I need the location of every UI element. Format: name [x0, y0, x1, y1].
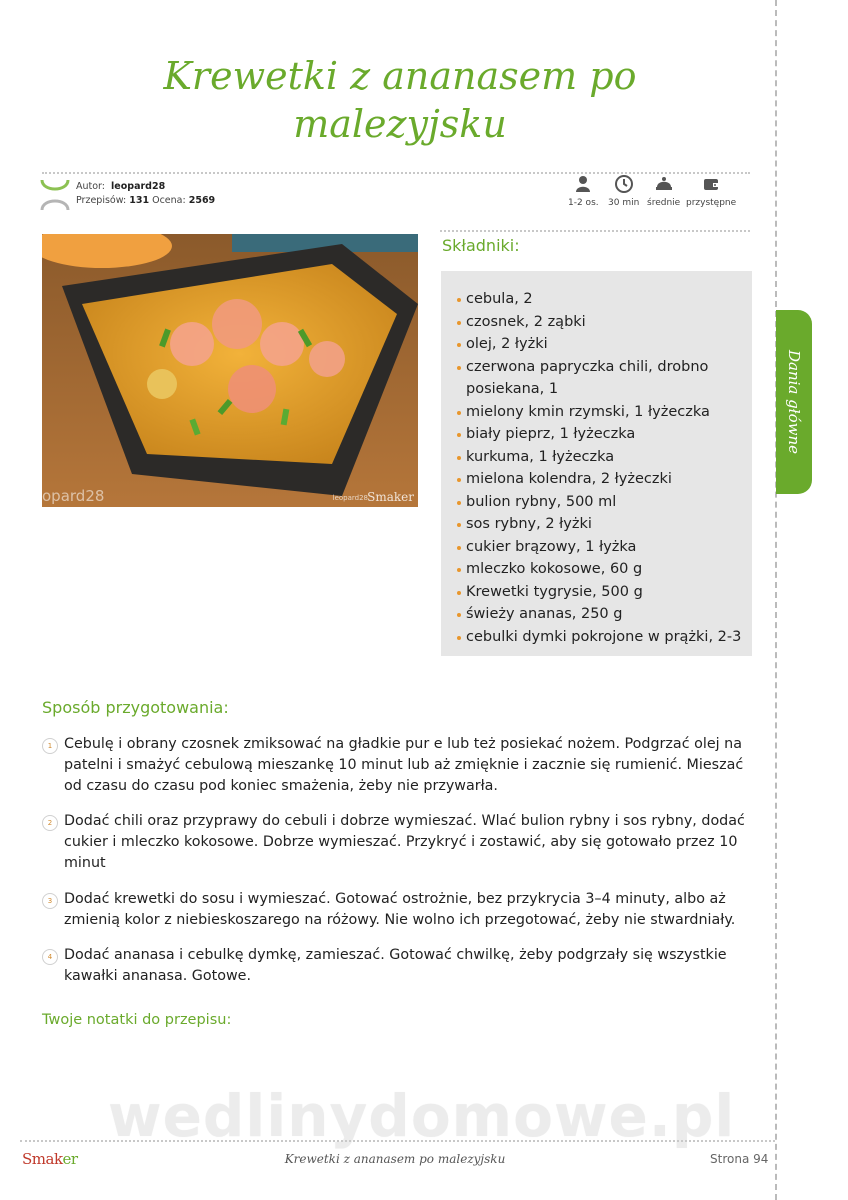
meta-cost [686, 174, 736, 208]
ingredient-item: olej, 2 łyżki [457, 333, 744, 356]
ingredients-box [441, 271, 752, 656]
footer-brand-logo [22, 1150, 78, 1168]
ingredients-heading: Składniki: [442, 236, 520, 255]
author-info [76, 180, 215, 208]
clock-icon [614, 174, 634, 194]
ingredient-item: mleczko kokosowe, 60 g [457, 558, 744, 581]
ingredient-item: bulion rybny, 500 ml [457, 491, 744, 514]
ingredient-item: świeży ananas, 250 g [457, 603, 744, 626]
ingredient-item: mielony kmin rzymski, 1 łyżeczka [457, 401, 744, 424]
meta-time [608, 174, 639, 208]
ingredient-item: cebula, 2 [457, 288, 744, 311]
step-text: Cebulę i obrany czosnek zmiksować na gładkie pur e lub też posiekać nożem. Podgrzać olej na patelni i smażyć cebulową mieszankę 10 minut lub aż zmięknie i zacznie się rumienić. Mieszać od czasu do czasu pod koniec smażenia, żeby nie przywarła. [64, 736, 744, 794]
footer-recipe-title: Krewetki z ananasem po malezyjsku [284, 1152, 506, 1166]
step-text: Dodać krewetki do sosu i wymieszać. Gotować ostrożnie, bez przykrycia 3–4 minuty, albo aż zmienią kolor z niebieskoszarego na różowy. Nie wolno ich przegotować, żeby nie stwardniały. [64, 891, 736, 928]
divider [440, 230, 750, 232]
ingredient-item: Krewetki tygrysie, 500 g [457, 581, 744, 604]
rating-value: 2569 [188, 195, 216, 206]
category-tab-label: Dania główne [785, 349, 803, 455]
author-name[interactable]: leopard28 [111, 181, 166, 192]
step-number: 2 [42, 815, 58, 831]
ingredient-item: sos rybny, 2 łyżki [457, 513, 744, 536]
author-logo-icon [40, 178, 70, 212]
method-heading: Sposób przygotowania: [42, 698, 229, 717]
meta-label: średnie [647, 198, 681, 208]
photo-watermark: opard28 [42, 487, 105, 505]
site-watermark: wedlinydomowe.pl [108, 1082, 736, 1150]
page-number: Strona 94 [710, 1152, 769, 1166]
meta-label: przystępne [686, 198, 737, 208]
dish-image [42, 234, 418, 507]
rating-label: Ocena: [152, 195, 186, 206]
ingredient-item: mielona kolendra, 2 łyżeczki [457, 468, 744, 491]
step-number: 3 [42, 893, 58, 909]
ingredient-item: cebulki dymki pokrojone w prążki, 2-3 [457, 626, 744, 649]
step-text: Dodać chili oraz przyprawy do cebuli i dobrze wymieszać. Wlać bulion rybny i sos rybny, dodać cukier i mleczko kokosowe. Dobrze wymieszać. Przykryć i zostawić, aby się gotowało przez 10 minut [64, 813, 745, 871]
ingredient-item: czosnek, 2 ząbki [457, 311, 744, 334]
ingredient-item: cukier brązowy, 1 łyżka [457, 536, 744, 559]
author-label: Autor: [76, 181, 105, 192]
wallet-icon [701, 174, 721, 194]
step-text: Dodać ananasa i cebulkę dymkę, zamieszać. Gotować chwilkę, żeby podgrzały się wszystkie kawałki ananasa. Gotowe. [64, 947, 727, 984]
ingredients-list [441, 271, 752, 648]
meta-label: 30 min [608, 198, 640, 208]
chef-hat-icon [654, 174, 674, 194]
ingredient-item: biały pieprz, 1 łyżeczka [457, 423, 744, 446]
ingredient-item: czerwona papryczka chili, drobno posiekana, 1 [457, 356, 744, 401]
recipes-label: Przepisów: [76, 195, 127, 206]
recipe-photo [42, 234, 418, 507]
divider [20, 1140, 775, 1142]
brand-prefix: Smak [22, 1150, 63, 1168]
brand-suffix: er [62, 1150, 78, 1168]
meta-servings [568, 174, 599, 208]
notes-heading: Twoje notatki do przepisu: [42, 1012, 232, 1028]
cut-line [775, 0, 777, 1200]
meta-label: 1-2 os. [568, 198, 599, 208]
recipes-count: 131 [129, 195, 150, 206]
recipe-title: Krewetki z ananasem po malezyjsku [163, 54, 637, 146]
meta-difficulty [647, 174, 680, 208]
category-tab[interactable] [776, 310, 812, 494]
divider [42, 172, 750, 174]
ingredient-item: kurkuma, 1 łyżeczka [457, 446, 744, 469]
person-icon [573, 174, 593, 194]
photo-watermark-brand: Smaker [367, 490, 414, 504]
photo-watermark-author: leopard28 [332, 494, 368, 502]
step-number: 1 [42, 738, 58, 754]
step-number: 4 [42, 949, 58, 965]
